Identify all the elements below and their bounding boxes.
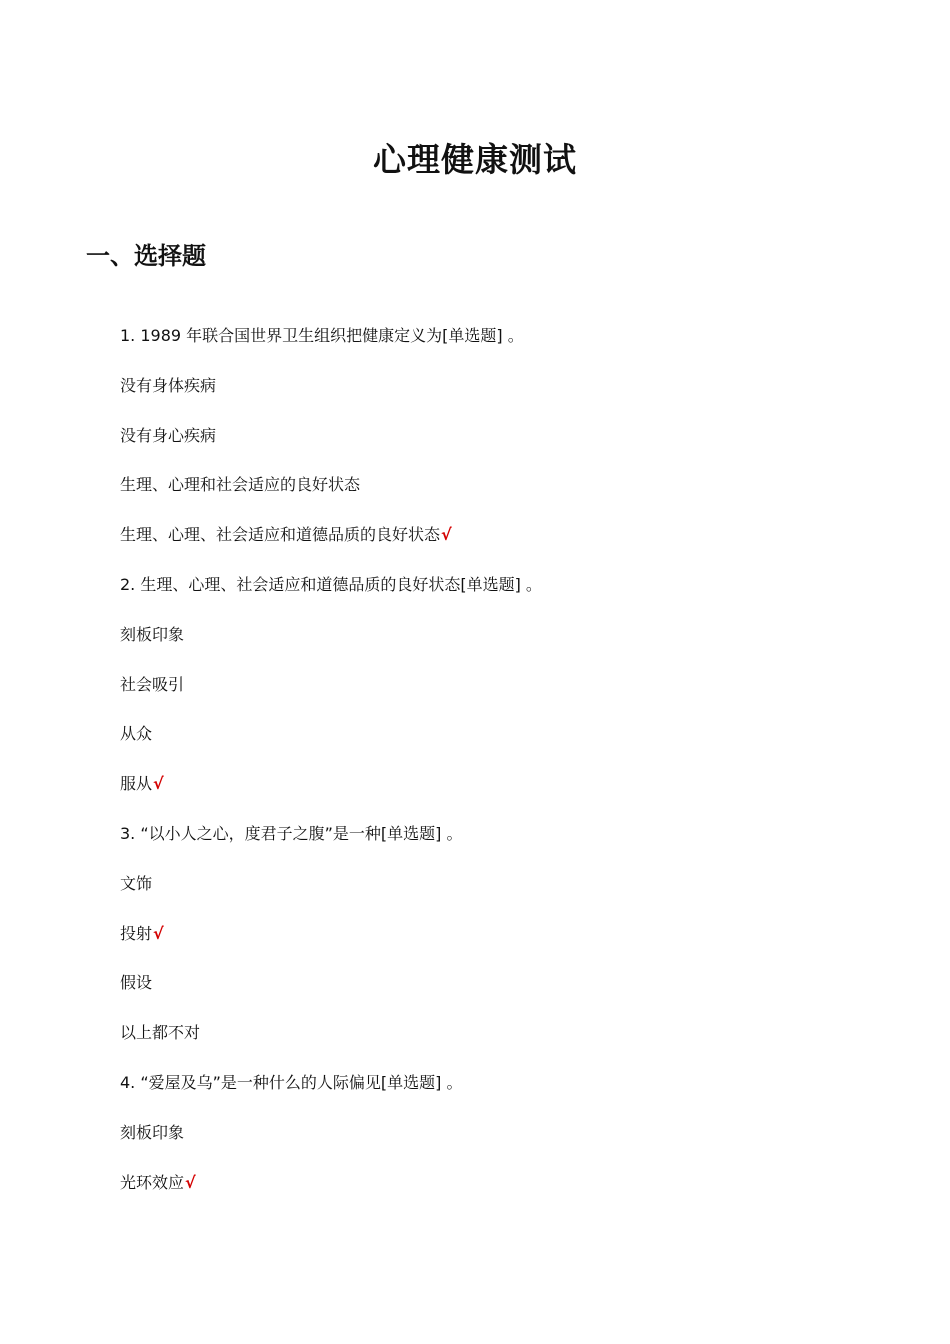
option-label: 假设 — [120, 973, 153, 993]
option — [120, 722, 900, 772]
correct-check-icon: √ — [153, 923, 164, 943]
option-label: 光环效应 — [120, 1172, 185, 1192]
option-correct — [120, 523, 900, 573]
option-label: 文饰 — [120, 873, 153, 893]
option-label: 刻板印象 — [120, 1122, 185, 1142]
correct-check-icon: √ — [185, 1172, 196, 1192]
option — [120, 623, 900, 673]
question-label: 1. 1989 年联合国世界卫生组织把健康定义为[单选题] 。 — [120, 326, 524, 345]
option-label: 以上都不对 — [120, 1023, 201, 1043]
question-label: 2. 生理、心理、社会适应和道德品质的良好状态[单选题] 。 — [120, 574, 542, 594]
option — [120, 673, 900, 723]
option — [120, 424, 900, 474]
option-label: 投射 — [120, 923, 153, 943]
question-label: 3. “以小人之心，度君子之腹”是一种[单选题] 。 — [120, 823, 463, 843]
option — [120, 473, 900, 523]
correct-check-icon: √ — [441, 525, 452, 545]
option-correct — [120, 922, 900, 972]
question-label: 4. “爱屋及乌”是一种什么的人际偏见[单选题] 。 — [120, 1072, 463, 1092]
option-label: 生理、心理和社会适应的良好状态 — [120, 475, 361, 495]
correct-check-icon: √ — [153, 774, 164, 794]
document-title: 心理健康测试 — [373, 140, 577, 179]
option — [120, 1121, 900, 1171]
option-correct — [120, 1171, 900, 1221]
option — [120, 374, 900, 424]
option-correct — [120, 772, 900, 822]
option-label: 社会吸引 — [120, 674, 185, 694]
option-label: 没有身心疾病 — [120, 425, 217, 445]
option — [120, 971, 900, 1021]
option-label: 没有身体疾病 — [120, 375, 217, 395]
section-heading: 一、选择题 — [86, 242, 206, 270]
question-text — [120, 573, 900, 623]
question-text — [120, 324, 900, 374]
question-text — [120, 1071, 900, 1121]
question-list — [120, 324, 900, 1220]
option — [120, 872, 900, 922]
option — [120, 1021, 900, 1071]
option-label: 从众 — [120, 724, 153, 744]
option-label: 生理、心理、社会适应和道德品质的良好状态 — [120, 525, 441, 545]
question-text — [120, 822, 900, 872]
option-label: 服从 — [120, 774, 153, 794]
option-label: 刻板印象 — [120, 624, 185, 644]
